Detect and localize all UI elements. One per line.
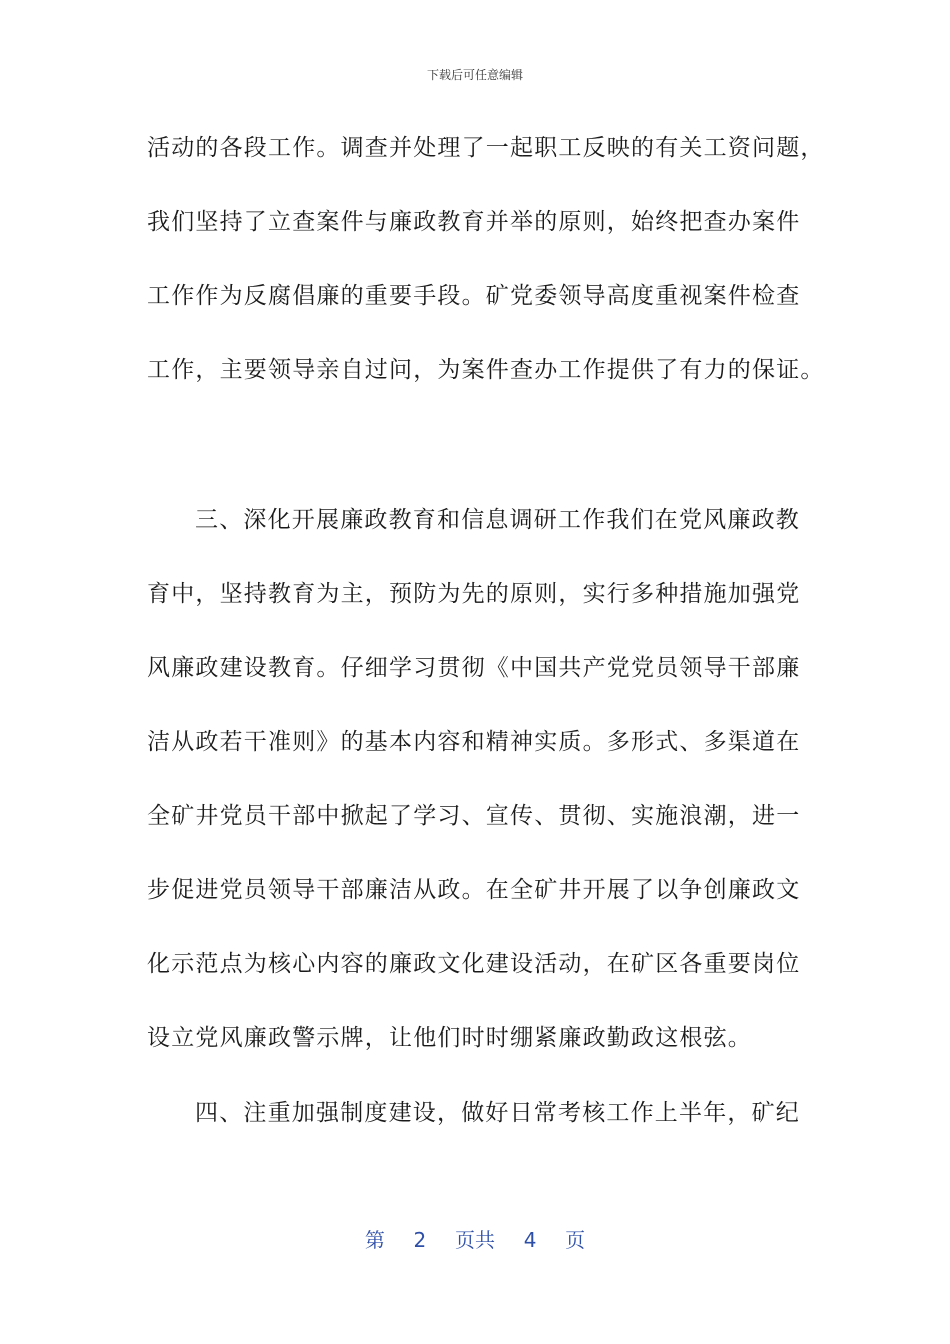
- text-line: 全矿井党员干部中掀起了学习、宣传、贯彻、实施浪潮，进一: [147, 803, 801, 829]
- text-line: 步促进党员领导干部廉洁从政。在全矿井开展了以争创廉政文: [147, 877, 801, 903]
- text-line: 四、注重加强制度建设，做好日常考核工作上半年，矿纪: [195, 1100, 800, 1126]
- paragraph-1: [147, 111, 825, 407]
- text-line: 活动的各段工作。调查并处理了一起职工反映的有关工资问题，: [147, 135, 825, 161]
- text-line: 化示范点为核心内容的廉政文化建设活动，在矿区各重要岗位: [147, 951, 801, 977]
- footer-label-page: 第: [364, 1228, 385, 1252]
- text-line: 我们坚持了立查案件与廉政教育并举的原则，始终把查办案件: [147, 209, 801, 235]
- footer-label-end: 页: [565, 1228, 586, 1252]
- text-line: 工作，主要领导亲自过问，为案件查办工作提供了有力的保证。: [147, 357, 825, 383]
- paragraph-2: [147, 483, 805, 1075]
- text-line: 育中，坚持教育为主，预防为先的原则，实行多种措施加强党: [147, 581, 801, 607]
- text-line: 设立党风廉政警示牌，让他们时时绷紧廉政勤政这根弦。: [147, 1025, 752, 1051]
- header-note: 下载后可任意编辑: [426, 68, 523, 82]
- paragraph-3: [147, 1076, 805, 1150]
- footer-total-pages: 4: [523, 1228, 537, 1252]
- text-line: 工作作为反腐倡廉的重要手段。矿党委领导高度重视案件检查: [147, 283, 801, 309]
- text-line: 洁从政若干准则》的基本内容和精神实质。多形式、多渠道在: [147, 729, 801, 755]
- footer-label-of: 页共: [455, 1228, 495, 1252]
- text-line: 风廉政建设教育。仔细学习贯彻《中国共产党党员领导干部廉: [147, 655, 801, 681]
- page-number-footer: [0, 1224, 950, 1253]
- footer-current-page: 2: [413, 1228, 427, 1252]
- text-line: 三、深化开展廉政教育和信息调研工作我们在党风廉政教: [195, 507, 800, 533]
